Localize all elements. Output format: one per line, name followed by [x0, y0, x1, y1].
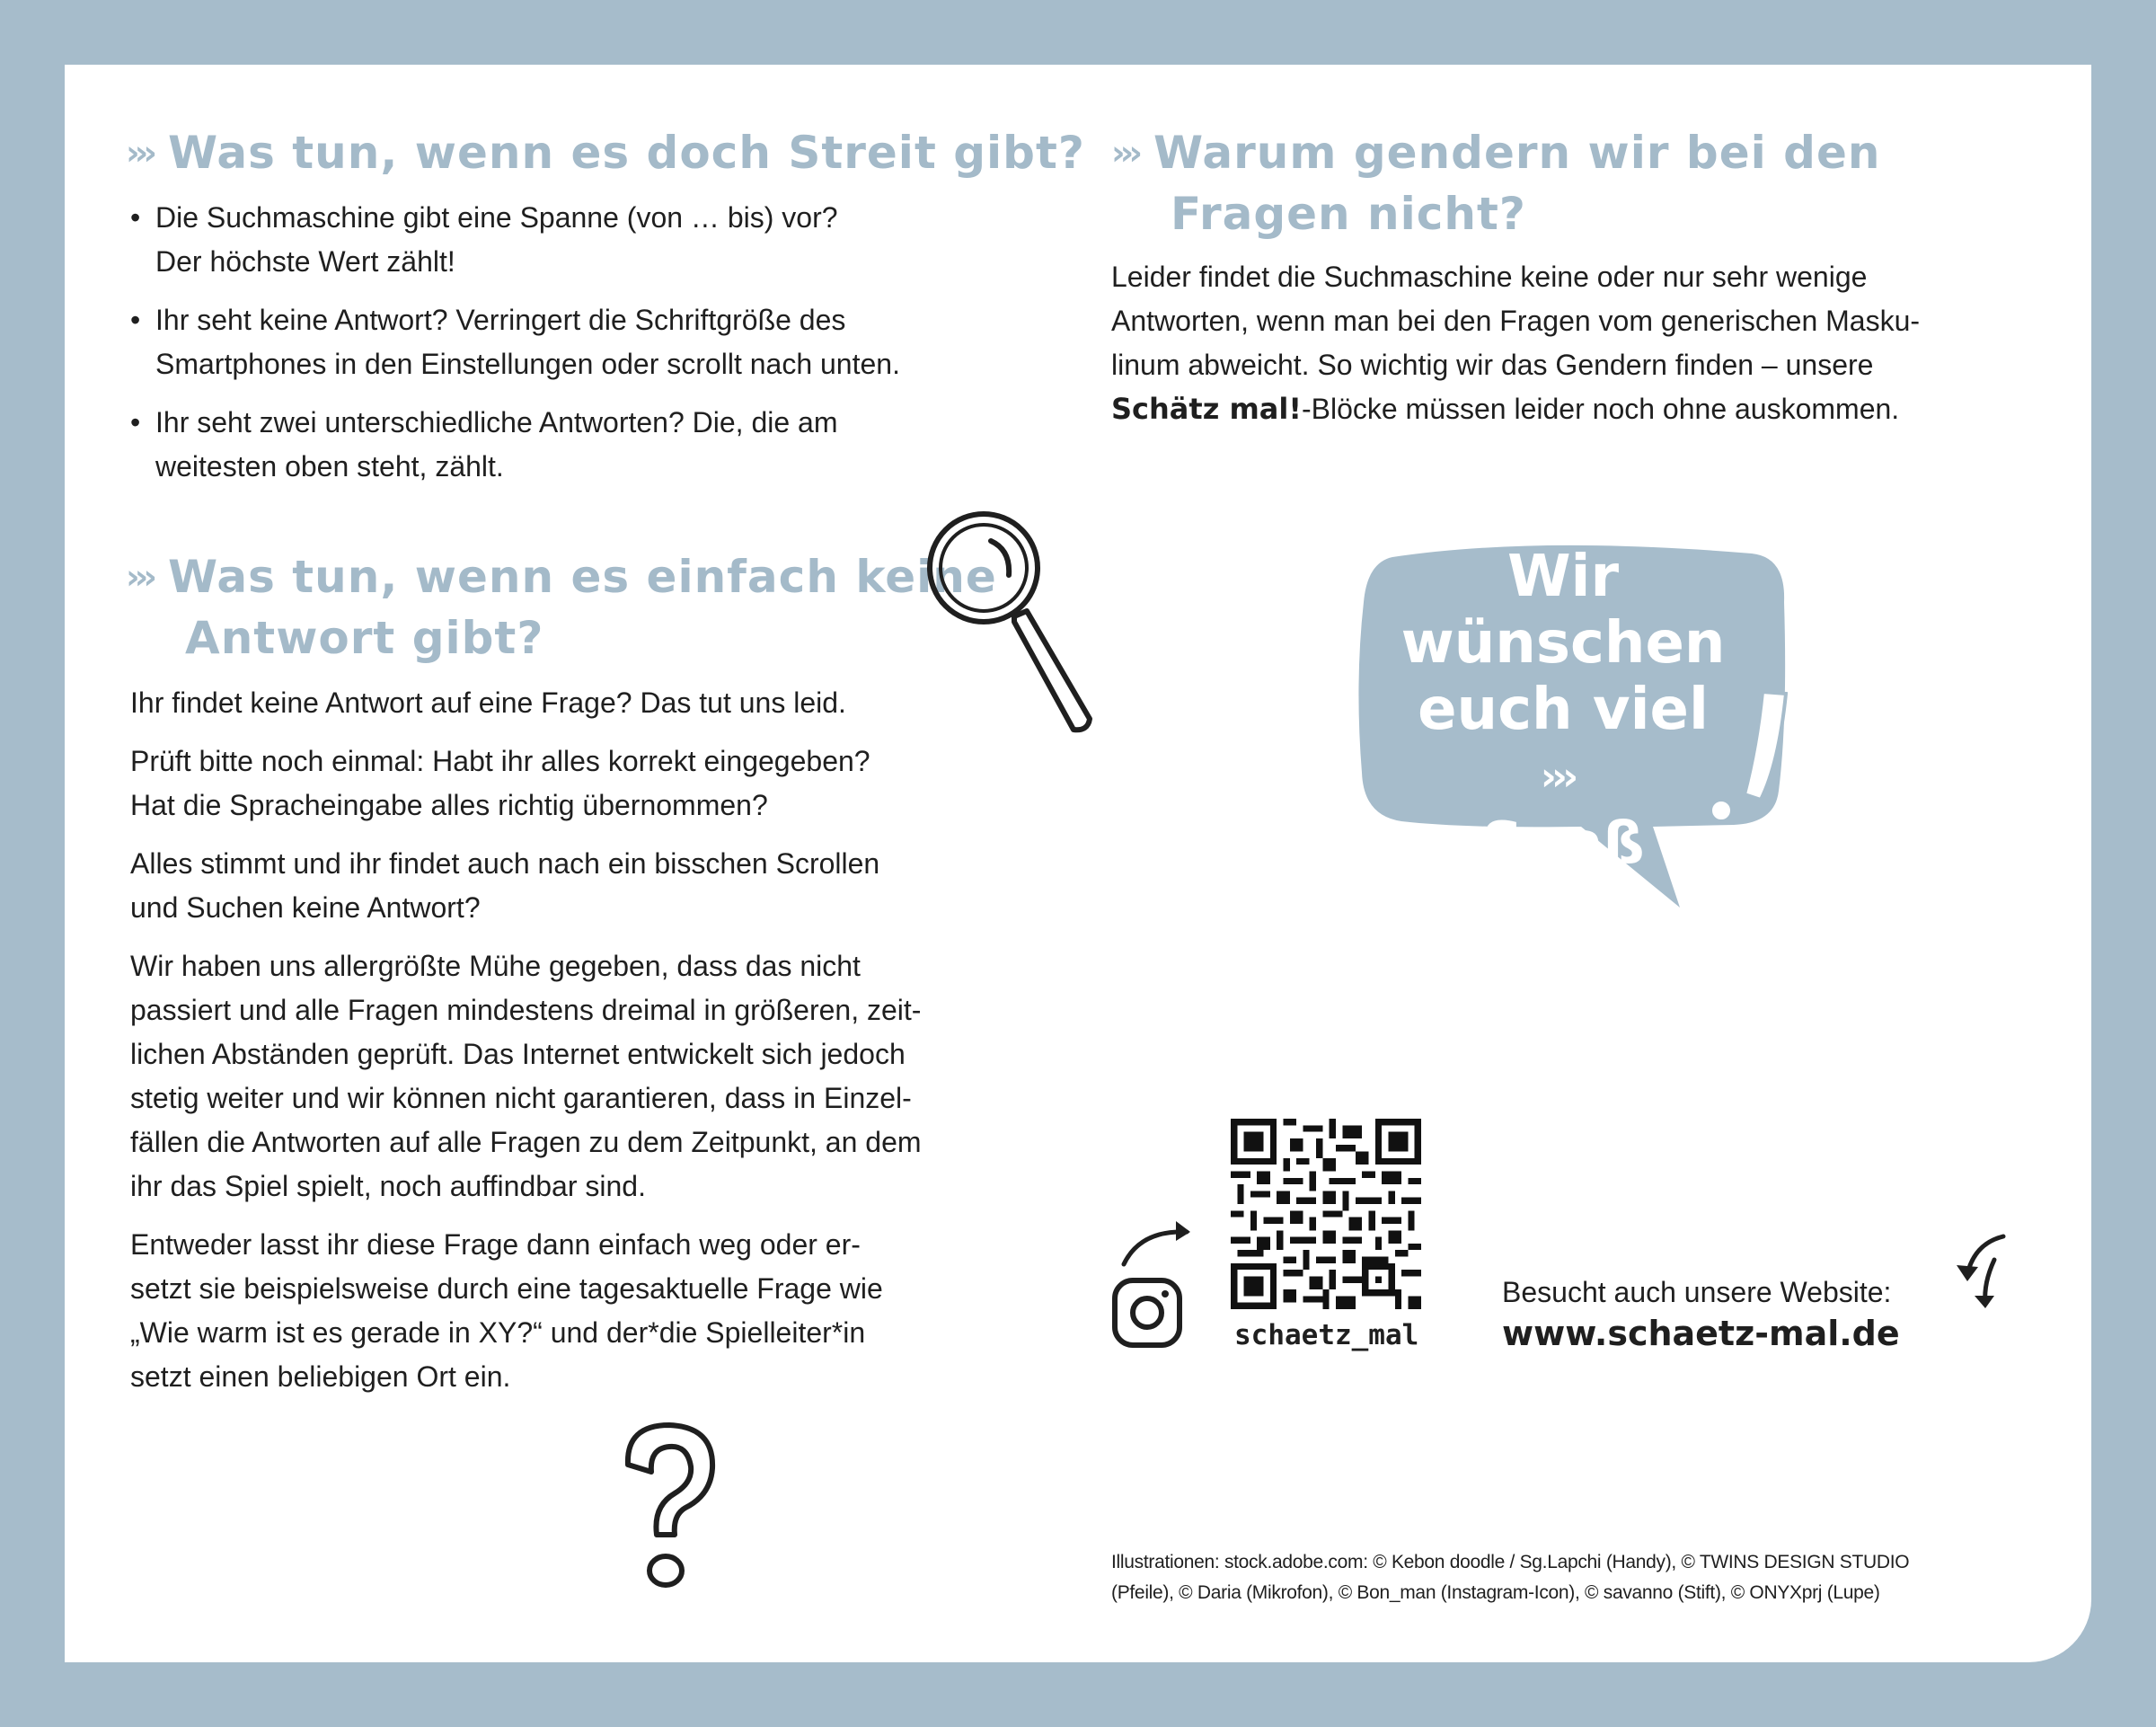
website-link[interactable]: www.schaetz-mal.de	[1502, 1314, 1900, 1353]
arrows-icon: ›››	[126, 133, 152, 173]
paragraph: Wir haben uns allergrößte Mühe gegeben, dass das nicht passiert und alle Fragen mindestens dreimal in größeren, zeit- lichen Abständen geprüft. Das Internet entwickelt sich jedoch stetig weiter und wir können nicht garantieren, dass in Einzel- fällen die Antworten auf alle Fragen zu dem Zeitpunkt, an dem ihr das Spiel spielt, noch auffindbar sind.	[130, 950, 922, 1202]
instagram-handle[interactable]: schaetz_mal	[1234, 1319, 1419, 1351]
bullet-item: • Ihr seht zwei unterschiedliche Antworten? Die, die am weitesten oben steht, zählt.	[130, 401, 1029, 489]
heading-streit: ››› Was tun, wenn es doch Streit gibt?	[126, 127, 1085, 179]
heading-keine-antwort: ››› Was tun, wenn es einfach keine Antwort gibt?	[126, 551, 997, 664]
bubble-text: Wir wünschen euch viel ››› Spaß	[1401, 544, 1726, 877]
paragraph: Alles stimmt und ihr findet auch nach ein bisschen Scrollen und Suchen keine Antwort?	[130, 847, 880, 924]
curved-arrow-icon	[1948, 1233, 2010, 1310]
paragraph: Ihr findet keine Antwort auf eine Frage? Das tut uns leid.	[130, 686, 846, 719]
bullet-item: • Die Suchmaschine gibt eine Spanne (von … bis) vor? Der höchste Wert zählt!	[130, 196, 1029, 284]
website-label: Besucht auch unsere Website:	[1502, 1276, 1892, 1308]
curved-arrow-icon	[1118, 1218, 1199, 1271]
paragraph: Prüft bitte noch einmal: Habt ihr alles korrekt eingegeben? Hat die Spracheingabe alles richtig übernommen?	[130, 745, 870, 821]
paragraph: Entweder lasst ihr diese Frage dann einfach weg oder er- setzt sie beispielsweise durch eine tagesaktuelle Frage wie „Wie warm ist es gerade in XY?“ und der*die Spielleiter*in setzt einen beliebigen Ort ein.	[130, 1228, 883, 1393]
gendern-text: Leider findet die Suchmaschine keine oder nur sehr wenige Antworten, wenn man bei den Fragen vom generischen Masku- linum abweicht. So wichtig wir das Gendern finden – unsere Schätz mal!-Blöcke müssen leider noch ohne auskommen.	[1111, 261, 1921, 426]
instagram-icon[interactable]	[1110, 1276, 1184, 1350]
brand-name: Schätz mal!	[1111, 392, 1302, 426]
bullet-item: • Ihr seht keine Antwort? Verringert die Schriftgröße des Smartphones in den Einstellungen oder scrollt nach unten.	[130, 298, 1029, 386]
qr-code[interactable]	[1231, 1119, 1421, 1309]
streit-bullets	[130, 196, 1029, 503]
arrows-icon: ›››	[1111, 133, 1137, 173]
question-mark-icon	[615, 1418, 723, 1598]
arrows-icon: ›››	[1540, 754, 1574, 800]
illustration-credits: Illustrationen: stock.adobe.com: © Kebon doodle / Sg.Lapchi (Handy), © TWINS DESIGN STUDIO (Pfeile), © Daria (Mikrofon), © Bon_man (Instagram-Icon), © savanno (Stift), © ONYXprj (Lupe)	[1111, 1552, 1910, 1603]
heading-gendern: ››› Warum gendern wir bei den Fragen nicht?	[1111, 127, 1881, 240]
arrows-icon: ›››	[126, 557, 152, 597]
keine-antwort-text	[130, 681, 1047, 1413]
